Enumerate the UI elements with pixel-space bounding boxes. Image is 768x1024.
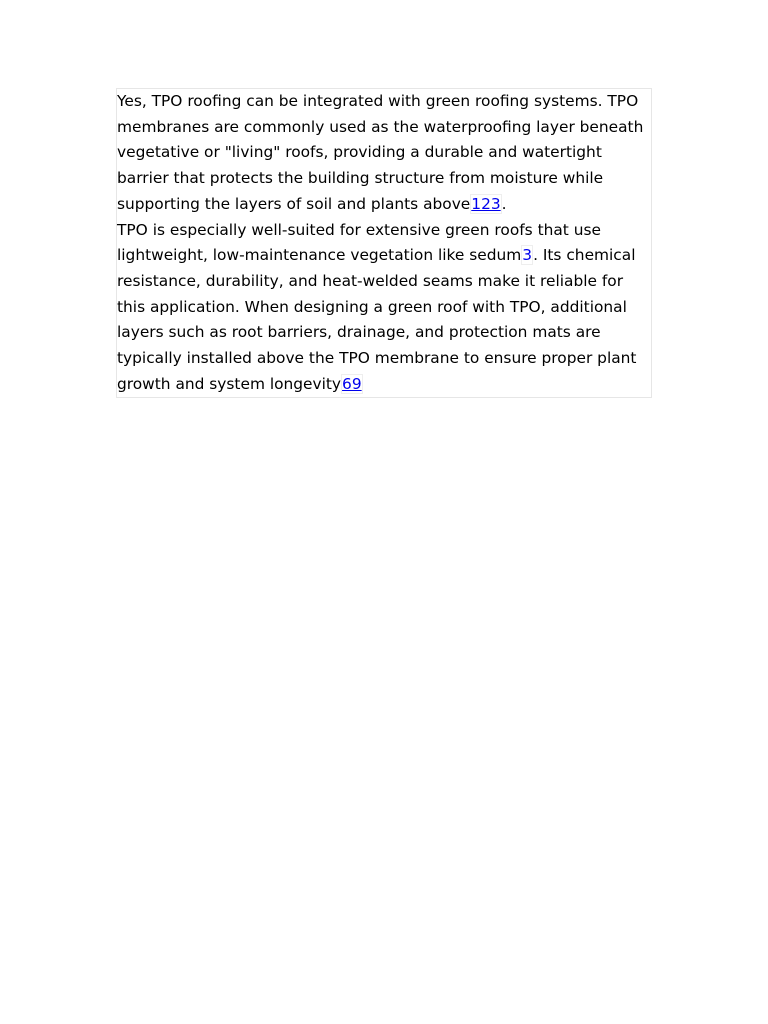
paragraph-2-text-before: TPO is especially well-suited for extensive green roofs that use lightweight, low-maintenance vegetation like sedum xyxy=(117,220,601,265)
citation-inline-3[interactable]: 3 xyxy=(522,246,533,265)
paragraph-1-tail: . xyxy=(501,194,507,213)
answer-paragraph-2 xyxy=(117,218,651,398)
paragraph-1-text: Yes, TPO roofing can be integrated with green roofing systems. TPO membranes are commonly used as the waterproofing layer beneath vegetative or "living" roofs, providing a durable and watertight barrier that protects the building structure from moisture while supporting the layers of soil and plants above xyxy=(117,92,644,213)
answer-container xyxy=(116,88,652,398)
citation-link-123[interactable]: 123 xyxy=(471,194,501,213)
citation-link-69[interactable]: 69 xyxy=(342,374,362,393)
paragraph-2-text-after: . Its chemical resistance, durability, and heat-welded seams make it reliable for this application. When designing a green roof with TPO, additional layers such as root barriers, drainage, and protection mats are typically installed above the TPO membrane to ensure proper plant growth and system longevity xyxy=(117,246,637,393)
answer-paragraph-1 xyxy=(117,89,651,218)
